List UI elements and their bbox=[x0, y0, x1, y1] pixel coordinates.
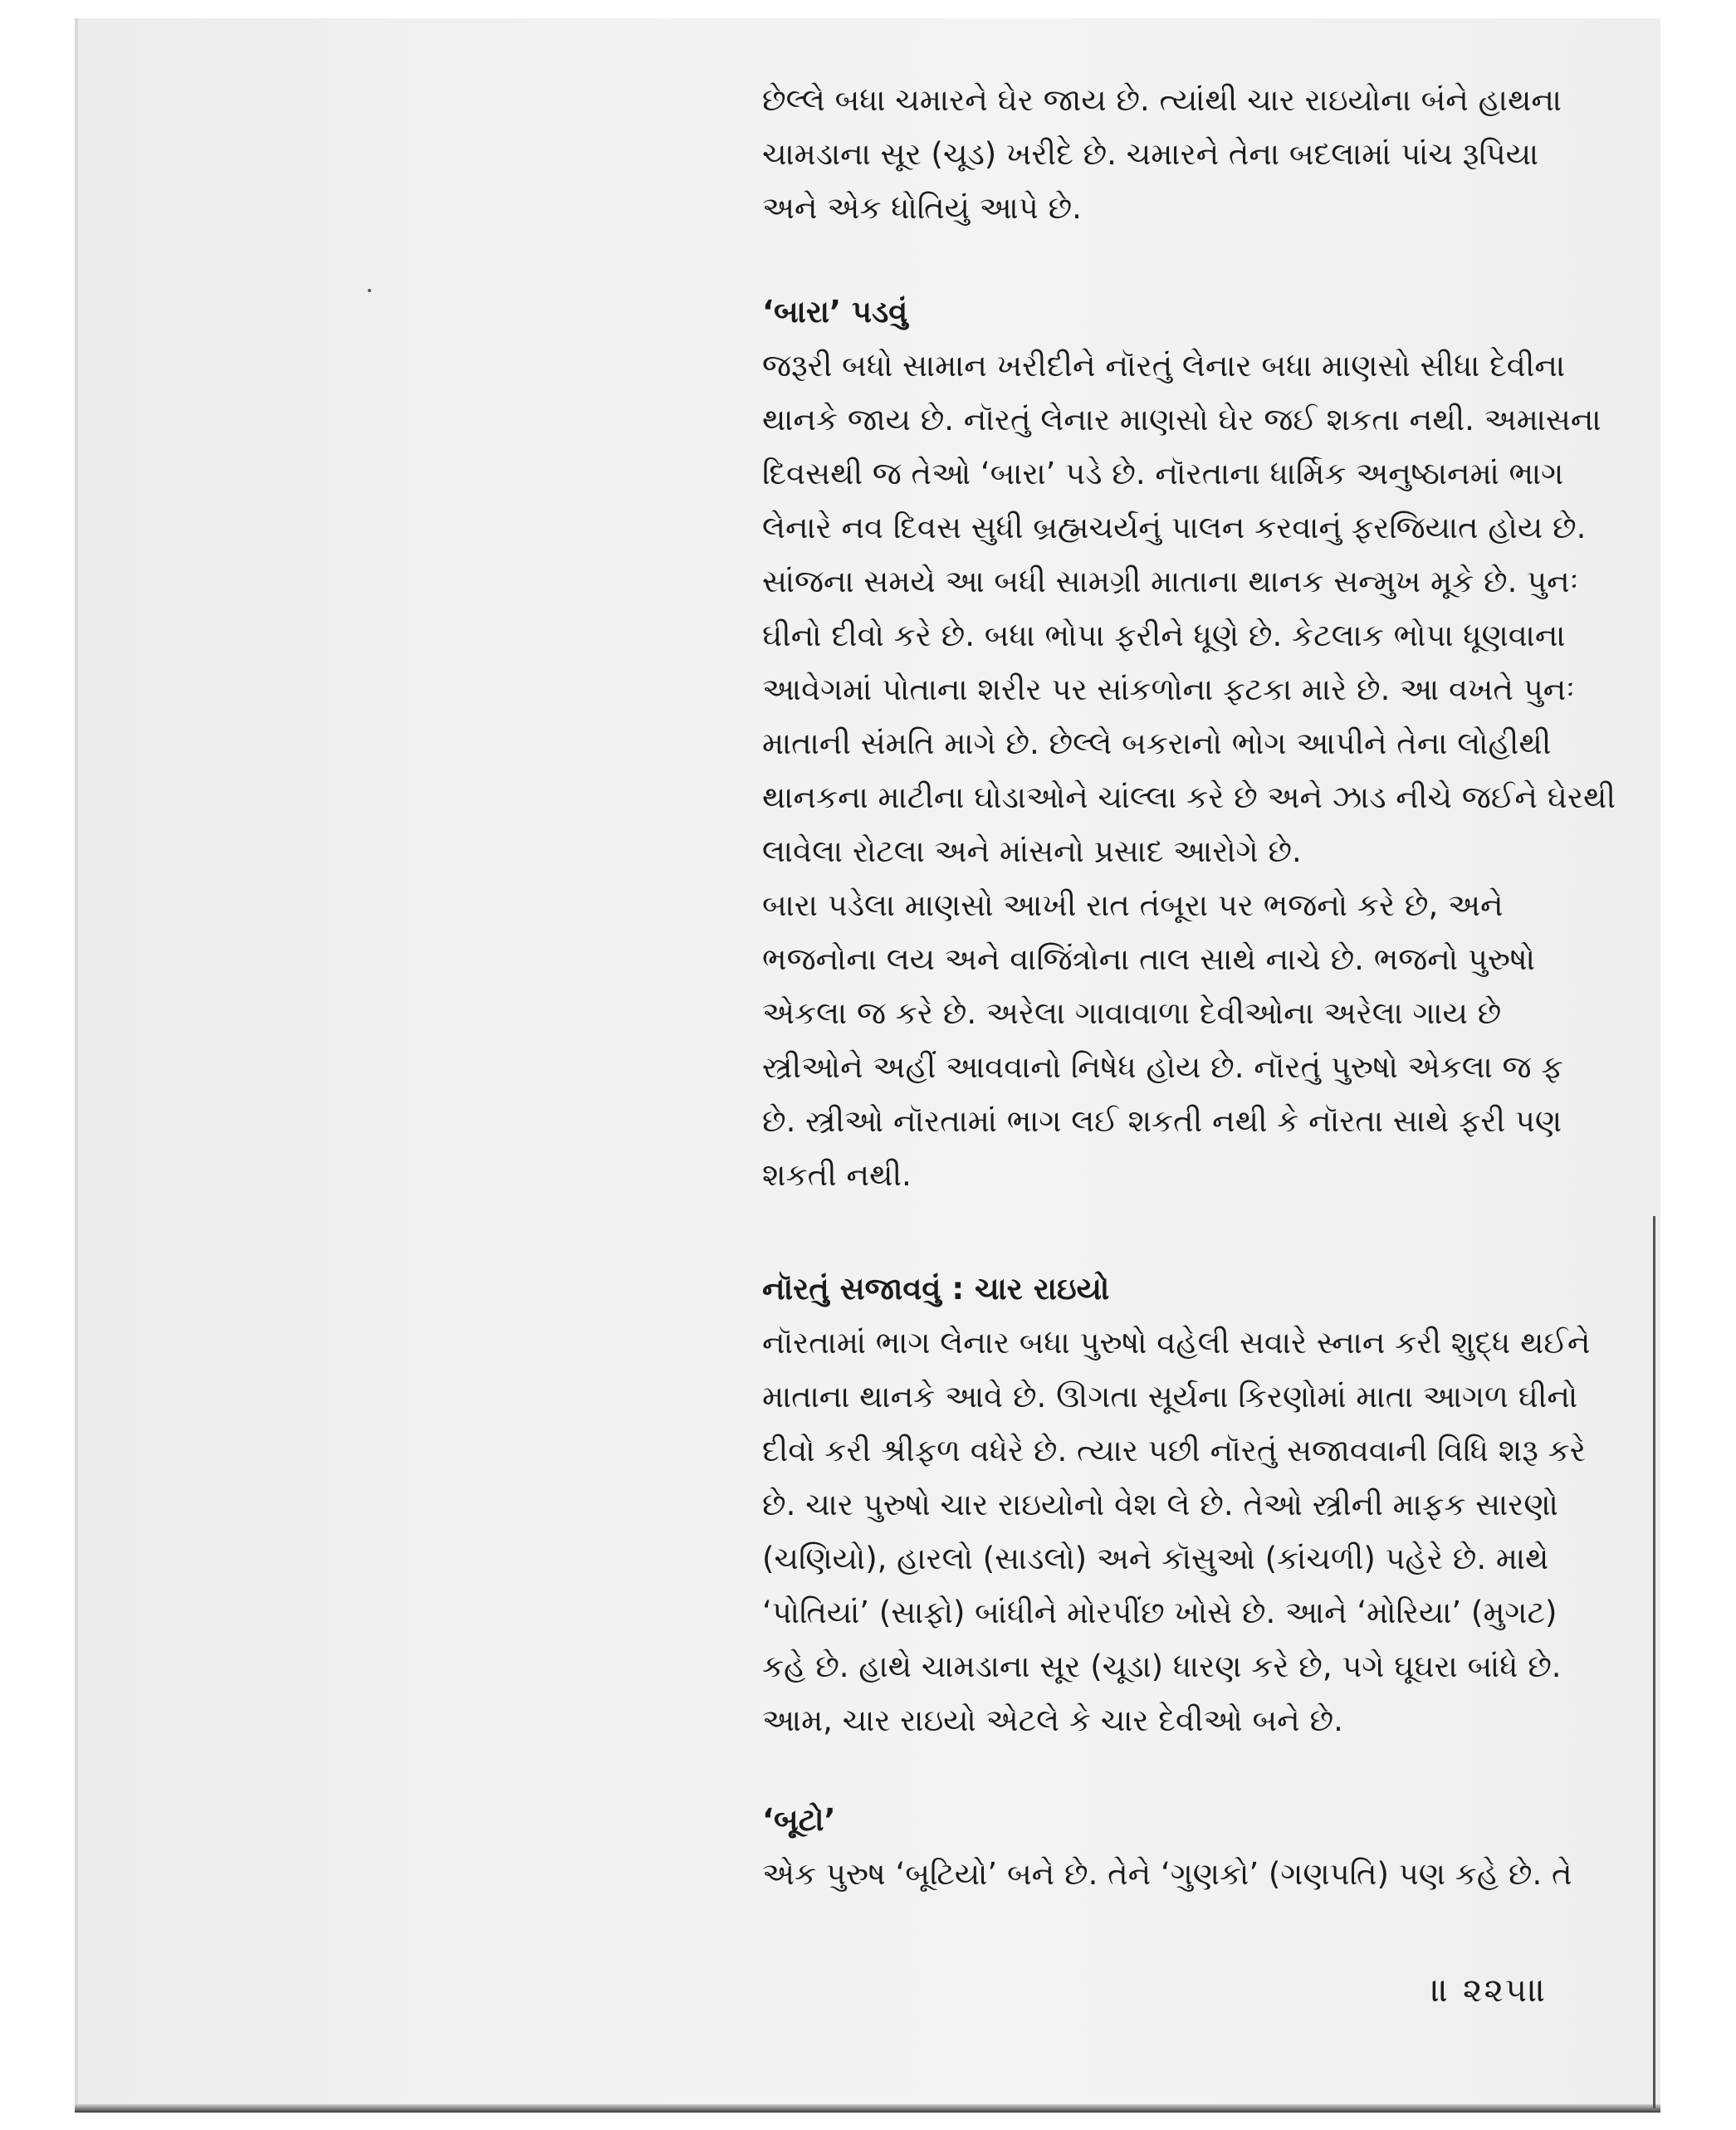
body-line: ભજનોના લય અને વાજિંત્રોના તાલ સાથે નાચે છે. ભજનો પુરુષો bbox=[762, 941, 1535, 977]
body-line: શકતી નથી. bbox=[762, 1157, 912, 1193]
body-line: આવેગમાં પોતાના શરીર પર સાંકળોના ફટકા મારે છે. આ વખતે પુનઃ bbox=[762, 672, 1575, 707]
body-line: અને એક ધોતિયું આપે છે. bbox=[762, 190, 1082, 226]
body-line: ‘પોતિયાં’ (સાફો) બાંધીને મોરપીંછ ખોસે છે. આને ‘મોરિયા’ (મુગટ) bbox=[762, 1595, 1558, 1630]
body-line: લાવેલા રોટલા અને માંસનો પ્રસાદ આરોગે છે. bbox=[762, 833, 1302, 869]
body-line: સ્ત્રીઓને અહીં આવવાનો નિષેધ હોય છે. નૉરતું પુરુષો એકલા જ ફ bbox=[762, 1049, 1563, 1085]
section-norat-sajavvu bbox=[762, 1262, 1592, 1747]
body-line: છે. સ્ત્રીઓ નૉરતામાં ભાગ લઈ શકતી નથી કે નૉરતા સાથે ફરી પણ bbox=[762, 1103, 1562, 1139]
section-heading: નૉરતું સજાવવું : ચાર રાઇયો bbox=[762, 1271, 1110, 1307]
body-line: છે. ચાર પુરુષો ચાર રાઇયોનો વેશ લે છે. તેઓ સ્ત્રીની માફક સારણો bbox=[762, 1487, 1558, 1522]
section-heading: ‘બારા’ પડવું bbox=[762, 294, 908, 330]
body-line: દીવો કરી શ્રીફળ વધેરે છે. ત્યાર પછી નૉરતું સજાવવાની વિધિ શરૂ કરે bbox=[762, 1433, 1586, 1468]
body-line: લેનારે નવ દિવસ સુધી બ્રહ્મચર્યનું પાલન કરવાનું ફરજિયાત હોય છે. bbox=[762, 510, 1587, 545]
body-line: જરૂરી બધો સામાન ખરીદીને નૉરતું લેનાર બધા માણસો સીધા દેવીના bbox=[762, 348, 1566, 383]
body-line: નૉરતામાં ભાગ લેનાર બધા પુરુષો વહેલી સવારે સ્નાન કરી શુદ્ધ થઈને bbox=[762, 1325, 1591, 1361]
body-line: એક પુરુષ ‘બૂટિયો’ બને છે. તેને ‘ગુણકો’ (ગણપતિ) પણ કહે છે. તે bbox=[762, 1856, 1572, 1892]
body-line: કહે છે. હાથે ચામડાના સૂર (ચૂડા) ધારણ કરે છે, પગે ઘૂઘરા બાંધે છે. bbox=[762, 1649, 1562, 1684]
page-left-edge bbox=[75, 18, 78, 2110]
section-bara-padvu bbox=[762, 285, 1616, 1202]
body-line: માતાની સંમતિ માગે છે. છેલ્લે બકરાનો ભોગ આપીને તેના લોહીથી bbox=[762, 725, 1552, 761]
binding-edge-line bbox=[1653, 1216, 1655, 2108]
page-number: ॥ ૨૨૫॥ bbox=[1431, 1971, 1548, 2010]
body-line: (ચણિયો), હારલો (સાડલો) અને કૉસુઓ (કાંચળી) પહેરે છે. માથે bbox=[762, 1541, 1549, 1576]
opening-paragraph bbox=[762, 73, 1592, 235]
body-line: ચામડાના સૂર (ચૂડ) ખરીદે છે. ચમારને તેના બદલામાં પાંચ રૂપિયા bbox=[762, 136, 1539, 172]
body-line: આમ, ચાર રાઇયો એટલે કે ચાર દેવીઓ બને છે. bbox=[762, 1703, 1343, 1738]
body-line: માતાના થાનકે આવે છે. ઊગતા સૂર્યના કિરણોમાં માતા આગળ ઘીનો bbox=[762, 1379, 1578, 1414]
body-line: એકલા જ કરે છે. અરેલા ગાવાવાળા દેવીઓના અરેલા ગાય છે bbox=[762, 995, 1502, 1031]
body-line: સાંજના સમયે આ બધી સામગ્રી માતાના થાનક સન્મુખ મૂકે છે. પુનઃ bbox=[762, 564, 1579, 599]
body-line: થાનકના માટીના ઘોડાઓને ચાંલ્લા કરે છે અને ઝાડ નીચે જઈને ઘેરથી bbox=[762, 779, 1616, 815]
section-heading: ‘બૂટો’ bbox=[762, 1802, 836, 1838]
body-line: છેલ્લે બધા ચમારને ઘેર જાય છે. ત્યાંથી ચાર રાઇયોના બંને હાથના bbox=[762, 82, 1562, 118]
page-bottom-shadow bbox=[75, 2104, 1660, 2113]
body-line: થાનકે જાય છે. નૉરતું લેનાર માણસો ઘેર જઈ શકતા નથી. અમાસના bbox=[762, 402, 1602, 437]
body-line: ઘીનો દીવો કરે છે. બધા ભોપા ફરીને ધૂણે છે. કેટલાક ભોપા ધૂણવાના bbox=[762, 618, 1566, 653]
body-line: બારા પડેલા માણસો આખી રાત તંબૂરા પર ભજનો કરે છે, અને bbox=[762, 887, 1504, 923]
dust-speck bbox=[368, 289, 371, 292]
section-booto bbox=[762, 1793, 1592, 1901]
body-line: દિવસથી જ તેઓ ‘બારા’ પડે છે. નૉરતાના ધાર્મિક અનુષ્ઠાનમાં ભાગ bbox=[762, 456, 1564, 491]
